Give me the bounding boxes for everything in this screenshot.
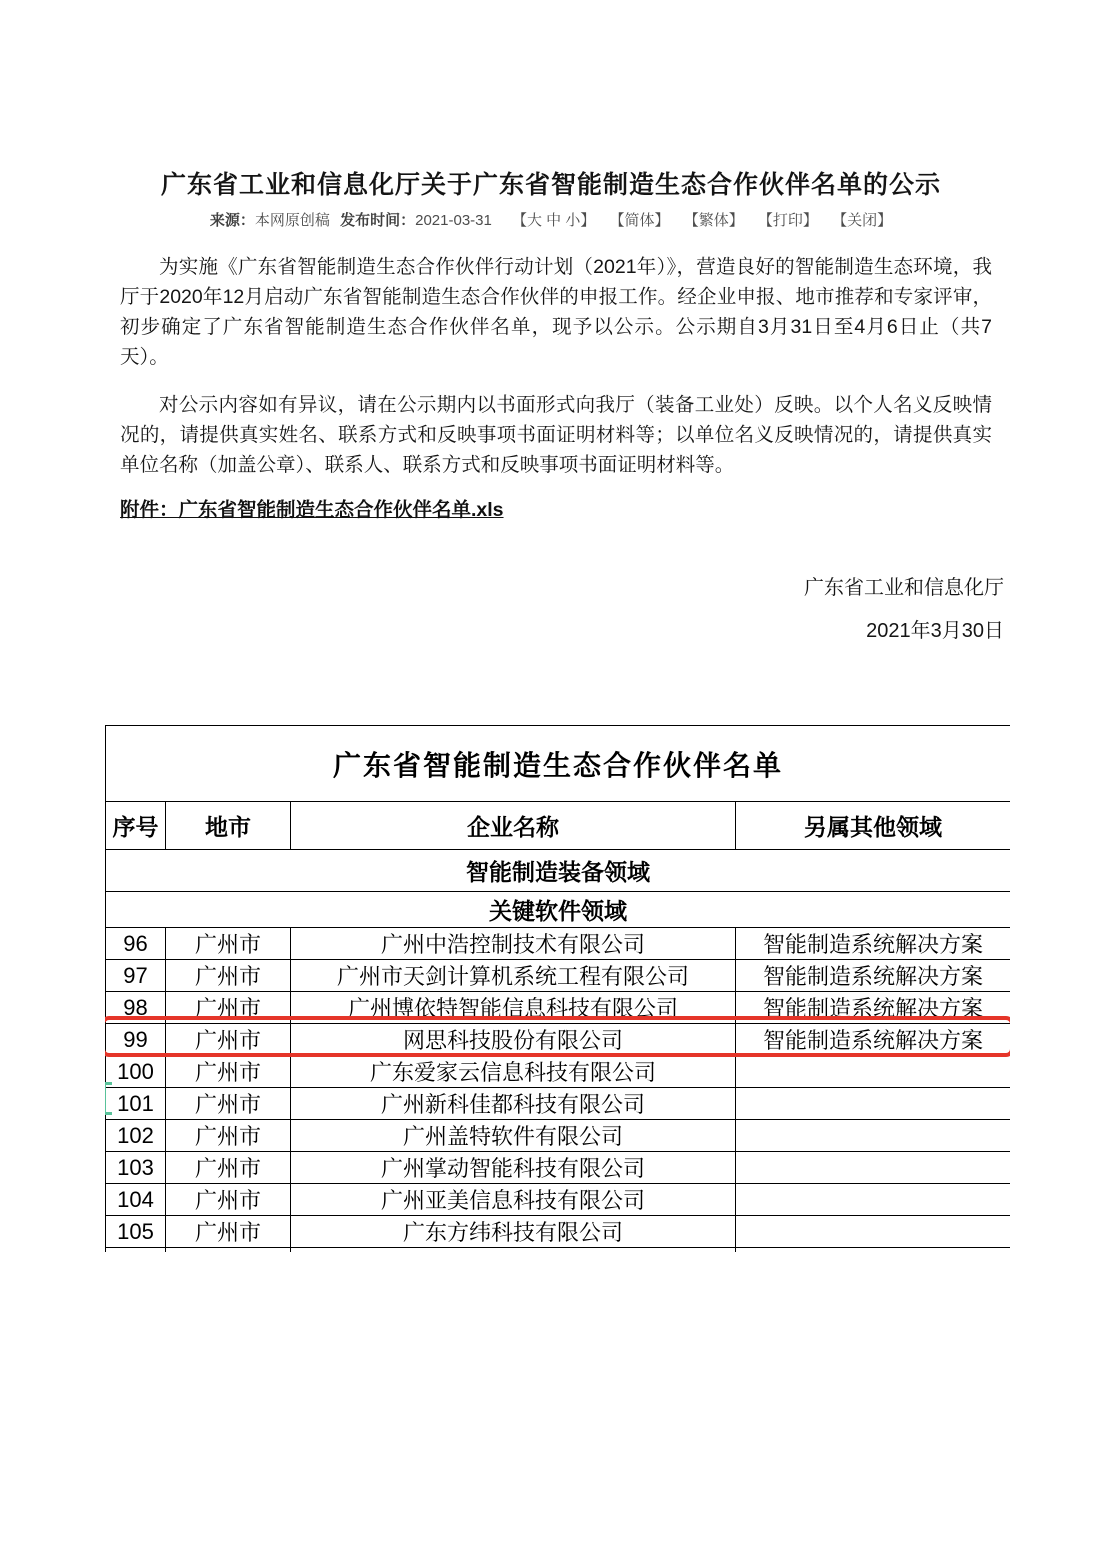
- announcement-body: [120, 252, 992, 480]
- table-title-row: [106, 726, 1011, 802]
- cell-seq: 103: [106, 1152, 166, 1184]
- page-title: 广东省工业和信息化厅关于广东省智能制造生态合作伙伴名单的公示: [160, 170, 941, 199]
- cell-city: 广州市: [166, 1088, 291, 1120]
- cell-domain: 智能制造系统解决方案: [736, 1024, 1011, 1056]
- source-label: 来源：: [209, 212, 255, 229]
- cell-domain: [736, 1056, 1011, 1088]
- table-row: [106, 992, 1011, 1024]
- column-header-other-domain: 另属其他领域: [736, 802, 1011, 850]
- cell-city: 广州市: [166, 1120, 291, 1152]
- cell-domain: 智能制造系统解决方案: [736, 992, 1011, 1024]
- cell-city: 广州市: [166, 992, 291, 1024]
- cell-company: 广州盖特软件有限公司: [291, 1120, 736, 1152]
- section-label-software: 关键软件领域: [106, 892, 1011, 928]
- cell-company: 广州市天剑计算机系统工程有限公司: [291, 960, 736, 992]
- issue-date: 2021年3月30日: [866, 620, 1004, 642]
- table-row: [106, 1216, 1011, 1248]
- cell-company: [291, 1248, 736, 1253]
- paragraph-2: 对公示内容如有异议，请在公示期内以书面形式向我厅（装备工业处）反映。以个人名义反映情况的，请提供真实姓名、联系方式和反映事项书面证明材料等；以单位名义反映情况的，请提供真实单位名称（加盖公章）、联系人、联系方式和反映事项书面证明材料等。: [120, 394, 992, 476]
- cell-seq: 96: [106, 928, 166, 960]
- cell-seq: 101: [106, 1088, 166, 1120]
- cell-city: 广州市: [166, 1216, 291, 1248]
- table-row: [106, 1152, 1011, 1184]
- cell-seq: 97: [106, 960, 166, 992]
- cell-domain: [736, 1184, 1011, 1216]
- cell-seq: 98: [106, 992, 166, 1024]
- cell-city: [166, 1248, 291, 1253]
- cell-domain: [736, 1152, 1011, 1184]
- section-row-software: [106, 892, 1011, 928]
- cell-seq: 99: [106, 1024, 166, 1056]
- cell-company: 广州新科佳都科技有限公司: [291, 1088, 736, 1120]
- cell-company: 广州中浩控制技术有限公司: [291, 928, 736, 960]
- publish-time-value: 2021-03-31: [415, 212, 492, 229]
- publish-time-label: 发布时间：: [340, 212, 416, 229]
- cell-seq: 100: [106, 1056, 166, 1088]
- table-row: [106, 928, 1011, 960]
- cell-company: 广州亚美信息科技有限公司: [291, 1184, 736, 1216]
- traditional-chinese-button[interactable]: 【繁体】: [683, 212, 744, 229]
- attachment-link[interactable]: 附件：广东省智能制造生态合作伙伴名单.xls: [120, 499, 504, 521]
- cell-domain: 智能制造系统解决方案: [736, 928, 1011, 960]
- close-button[interactable]: 【关闭】: [832, 212, 893, 229]
- table-title: 广东省智能制造生态合作伙伴名单: [106, 726, 1011, 802]
- cell-seq: 104: [106, 1184, 166, 1216]
- cell-domain: [736, 1216, 1011, 1248]
- column-header-city: 地市: [166, 802, 291, 850]
- table-row-selected: [106, 1088, 1011, 1120]
- column-header-company: 企业名称: [291, 802, 736, 850]
- cell-city: 广州市: [166, 928, 291, 960]
- cell-city: 广州市: [166, 960, 291, 992]
- table-row: [106, 960, 1011, 992]
- source-value: 本网原创稿: [254, 212, 330, 229]
- print-button[interactable]: 【打印】: [757, 212, 818, 229]
- cell-domain: [736, 1248, 1011, 1253]
- partners-table: [105, 725, 1010, 1252]
- table-header-row: [106, 802, 1011, 850]
- cell-city: 广州市: [166, 1152, 291, 1184]
- cell-city: 广州市: [166, 1024, 291, 1056]
- table-row-highlighted: [106, 1024, 1011, 1056]
- partners-table-container: [105, 725, 1010, 1252]
- cell-city: 广州市: [166, 1056, 291, 1088]
- table-row: [106, 1184, 1011, 1216]
- cell-city: 广州市: [166, 1184, 291, 1216]
- meta-line: [0, 209, 1102, 230]
- cell-seq: 102: [106, 1120, 166, 1152]
- cell-domain: 智能制造系统解决方案: [736, 960, 1011, 992]
- simplified-chinese-button[interactable]: 【简体】: [609, 212, 670, 229]
- cell-company: 广州掌动智能科技有限公司: [291, 1152, 736, 1184]
- section-row-equipment: [106, 850, 1011, 892]
- cell-company: 广州博依特智能信息科技有限公司: [291, 992, 736, 1024]
- font-size-control[interactable]: 【大 中 小】: [512, 212, 596, 229]
- cell-seq: 105: [106, 1216, 166, 1248]
- cell-seq: [106, 1248, 166, 1253]
- table-row: [106, 1056, 1011, 1088]
- cell-company: 广东方纬科技有限公司: [291, 1216, 736, 1248]
- cell-company: 广东爱家云信息科技有限公司: [291, 1056, 736, 1088]
- signature-block: [804, 576, 1004, 643]
- section-label-equipment: 智能制造装备领域: [106, 850, 1011, 892]
- table-row-partial: [106, 1248, 1011, 1253]
- table-row: [106, 1120, 1011, 1152]
- issuer-name: 广东省工业和信息化厅: [804, 577, 1004, 599]
- cell-company: 网思科技股份有限公司: [291, 1024, 736, 1056]
- cell-domain: [736, 1120, 1011, 1152]
- paragraph-1: 为实施《广东省智能制造生态合作伙伴行动计划（2021年）》，营造良好的智能制造生态环境，我厅于2020年12月启动广东省智能制造生态合作伙伴的申报工作。经企业申报、地市推荐和专家评审，初步确定了广东省智能制造生态合作伙伴名单，现予以公示。公示期自3月31日至4月6日止（共7天）。: [120, 256, 992, 368]
- cell-domain: [736, 1088, 1011, 1120]
- column-header-seq: 序号: [106, 802, 166, 850]
